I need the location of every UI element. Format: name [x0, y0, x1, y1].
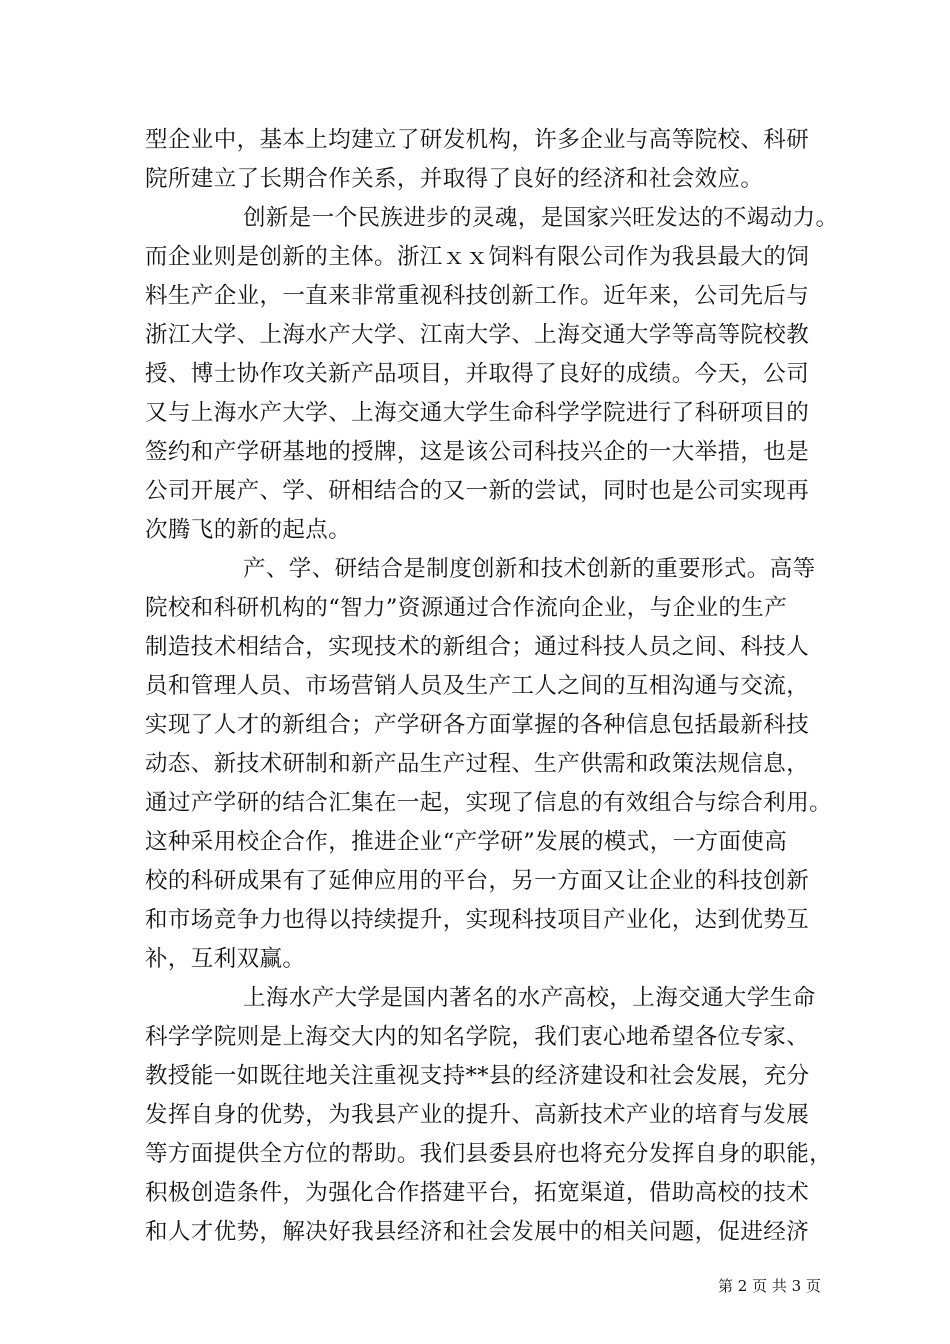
body-text-line: 型企业中，基本上均建立了研发机构，许多企业与高等院校、科研	[145, 127, 810, 153]
body-text-line: 浙江大学、上海水产大学、江南大学、上海交通大学等高等院校教	[145, 322, 810, 348]
body-text-line: 教授能一如既往地关注重视支持**县的经济建设和社会发展，充分	[145, 1063, 810, 1089]
body-text-line: 这种采用校企合作，推进企业“产学研”发展的模式，一方面使高	[145, 829, 788, 855]
paragraph-first-line: 产、学、研结合是制度创新和技术创新的重要形式。高等	[243, 556, 816, 582]
body-text-line: 和市场竞争力也得以持续提升，实现科技项目产业化，达到优势互	[145, 907, 810, 933]
body-text-line: 积极创造条件，为强化合作搭建平台，拓宽渠道，借助高校的技术	[145, 1180, 810, 1206]
body-text-line: 校的科研成果有了延伸应用的平台，另一方面又让企业的科技创新	[145, 868, 810, 894]
body-text-line: 补，互利双赢。	[145, 946, 306, 972]
body-text-line: 院所建立了长期合作关系，并取得了良好的经济和社会效应。	[145, 166, 764, 192]
page-number-footer: 第 2 页 共 3 页	[718, 1277, 821, 1295]
body-text-line: 料生产企业，一直来非常重视科技创新工作。近年来，公司先后与	[145, 283, 810, 309]
paragraph-first-line: 上海水产大学是国内著名的水产高校，上海交通大学生命	[243, 985, 816, 1011]
body-text-line: 实现了人才的新组合；产学研各方面掌握的各种信息包括最新科技	[145, 712, 810, 738]
body-text-line: 签约和产学研基地的授牌，这是该公司科技兴企的一大举措，也是	[145, 439, 810, 465]
body-text-line: 院校和科研机构的“智力”资源通过合作流向企业，与企业的生产	[145, 595, 788, 621]
body-text-line: 又与上海水产大学、上海交通大学生命科学学院进行了科研项目的	[145, 400, 810, 426]
body-text-line: 公司开展产、学、研相结合的又一新的尝试，同时也是公司实现再	[145, 478, 810, 504]
body-text-line: 员和管理人员、市场营销人员及生产工人之间的互相沟通与交流，	[145, 673, 810, 699]
body-text-line: 而企业则是创新的主体。浙江ｘｘ饲料有限公司作为我县最大的饲	[145, 244, 810, 270]
body-text-line: 科学学院则是上海交大内的知名学院，我们衷心地希望各位专家、	[145, 1024, 810, 1050]
body-text-line: 动态、新技术研制和新产品生产过程、生产供需和政策法规信息，	[145, 751, 810, 777]
paragraph-first-line: 创新是一个民族进步的灵魂，是国家兴旺发达的不竭动力。	[243, 205, 839, 231]
body-text-line: 通过产学研的结合汇集在一起，实现了信息的有效组合与综合利用。	[145, 790, 833, 816]
body-text-line: 授、博士协作攻关新产品项目，并取得了良好的成绩。今天，公司	[145, 361, 810, 387]
body-text-line: 等方面提供全方位的帮助。我们县委县府也将充分发挥自身的职能，	[145, 1141, 833, 1167]
body-text-line: 发挥自身的优势，为我县产业的提升、高新技术产业的培育与发展	[145, 1102, 810, 1128]
body-text-line: 制造技术相结合，实现技术的新组合；通过科技人员之间、科技人	[145, 634, 810, 660]
body-text-line: 和人才优势，解决好我县经济和社会发展中的相关问题，促进经济	[145, 1219, 810, 1245]
body-text-line: 次腾飞的新的起点。	[145, 517, 352, 543]
